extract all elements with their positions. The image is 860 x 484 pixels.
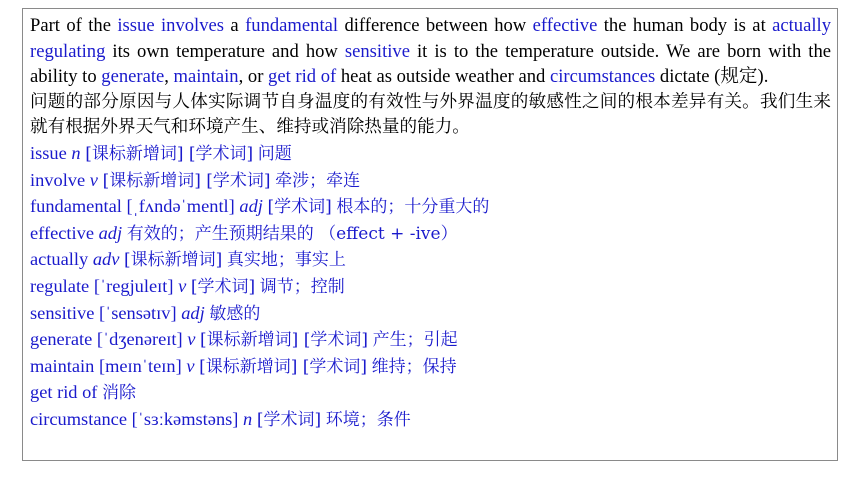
- vocab-part-of-speech: adj: [181, 302, 205, 323]
- vocabulary-note-panel: [22, 8, 838, 461]
- vocab-part-of-speech: v: [187, 329, 196, 350]
- vocab-word: actually: [30, 249, 89, 270]
- vocab-phonetic: [ˈregjuleɪt]: [93, 275, 174, 296]
- vocabulary-list: [30, 141, 831, 434]
- vocab-entry: [30, 168, 831, 195]
- vocab-tags: [学术词]: [256, 409, 322, 430]
- highlighted-term: circumstances: [549, 66, 656, 88]
- vocab-entry: [30, 274, 831, 301]
- vocab-phonetic: [ˈdʒenəreɪt]: [96, 329, 183, 350]
- vocab-tags: [课标新增词] [学术词]: [199, 356, 368, 377]
- vocab-meaning: 有效的；产生预期结果的 （effect + -ive）: [126, 223, 458, 244]
- highlighted-term: effective: [532, 15, 598, 36]
- vocab-tags: [学术词]: [267, 197, 332, 218]
- passage-text: difference between how: [338, 15, 533, 36]
- vocab-part-of-speech: n: [243, 408, 253, 429]
- vocab-entry: [30, 407, 831, 434]
- vocab-meaning: 牵涉；牵连: [275, 170, 361, 191]
- vocab-word: sensitive: [30, 302, 95, 323]
- vocab-meaning: 环境；条件: [325, 409, 411, 430]
- vocab-phonetic: [ˈsensətɪv]: [98, 302, 177, 323]
- vocab-meaning: 维持；保持: [371, 356, 457, 377]
- passage-text: the human body is at: [597, 15, 773, 36]
- vocab-part-of-speech: adv: [92, 249, 120, 270]
- vocab-entry: [30, 141, 831, 168]
- vocab-meaning: 消除: [102, 383, 137, 404]
- vocab-phonetic: [meɪnˈteɪn]: [98, 355, 182, 376]
- vocab-word: maintain: [30, 355, 95, 376]
- vocab-meaning: 产生；引起: [372, 330, 458, 351]
- vocab-part-of-speech: v: [89, 169, 98, 190]
- vocab-meaning: 敏感的: [209, 303, 261, 324]
- vocab-word: involve: [30, 169, 86, 190]
- vocab-word: fundamental: [30, 196, 122, 217]
- highlighted-term: involves: [161, 15, 225, 36]
- vocab-meaning: 根本的；十分重大的: [336, 197, 490, 218]
- highlighted-term: maintain: [173, 66, 239, 88]
- vocab-word: get rid of: [30, 382, 98, 403]
- vocab-part-of-speech: v: [186, 355, 195, 376]
- vocab-meaning: 真实地；事实上: [226, 250, 346, 271]
- vocab-entry: [30, 327, 831, 354]
- passage-text: it is to the temperature outside. We are born with the ability to: [30, 40, 832, 88]
- chinese-translation: 问题的部分原因与人体实际调节自身温度的有效性与外界温度的敏感性之间的根本差异有关。我们生来就有根据外界天气和环境产生、维持或消除热量的能力。: [30, 91, 831, 138]
- highlighted-term: sensitive: [344, 40, 410, 62]
- vocab-tags: [课标新增词]: [124, 250, 223, 271]
- vocab-tags: [课标新增词] [学术词]: [102, 170, 271, 191]
- passage-text: its own temperature and how: [105, 40, 345, 62]
- vocab-word: circumstance: [30, 408, 128, 429]
- vocab-entry: [30, 221, 831, 248]
- vocab-entry: [30, 354, 831, 381]
- vocab-word: effective: [30, 222, 94, 243]
- vocab-meaning: 问题: [257, 143, 292, 164]
- passage-text: ,: [164, 66, 174, 88]
- vocab-entry: [30, 380, 831, 407]
- passage-text: , or: [238, 66, 269, 88]
- vocab-word: generate: [30, 329, 93, 350]
- highlighted-term: fundamental: [245, 15, 339, 36]
- highlighted-term: generate: [101, 66, 165, 88]
- vocab-part-of-speech: n: [71, 142, 81, 163]
- passage-text: heat as outside weather and: [336, 66, 550, 88]
- vocab-tags: [课标新增词] [学术词]: [85, 143, 254, 164]
- english-passage: [30, 13, 831, 90]
- passage-text: Part of the: [30, 15, 118, 36]
- vocab-part-of-speech: v: [178, 275, 187, 296]
- highlighted-term: regulating: [30, 40, 106, 62]
- vocab-entry: [30, 301, 831, 328]
- highlighted-term: issue: [117, 15, 155, 36]
- vocab-tags: [课标新增词] [学术词]: [200, 330, 368, 351]
- passage-text: dictate (规定).: [655, 66, 769, 88]
- vocab-phonetic: [ˌfʌndəˈmentl]: [126, 196, 235, 217]
- highlighted-term: get rid of: [268, 66, 337, 88]
- vocab-word: issue: [30, 142, 67, 163]
- vocab-meaning: 调节；控制: [259, 276, 345, 297]
- vocab-part-of-speech: adj: [239, 196, 263, 217]
- passage-text: a: [224, 15, 246, 36]
- vocab-tags: [学术词]: [190, 276, 256, 297]
- vocab-part-of-speech: adj: [98, 222, 123, 243]
- vocab-word: regulate: [30, 275, 90, 296]
- highlighted-term: actually: [772, 15, 831, 36]
- vocab-entry: [30, 194, 831, 221]
- vocab-entry: [30, 247, 831, 274]
- vocab-phonetic: [ˈsɜːkəmstəns]: [131, 408, 239, 429]
